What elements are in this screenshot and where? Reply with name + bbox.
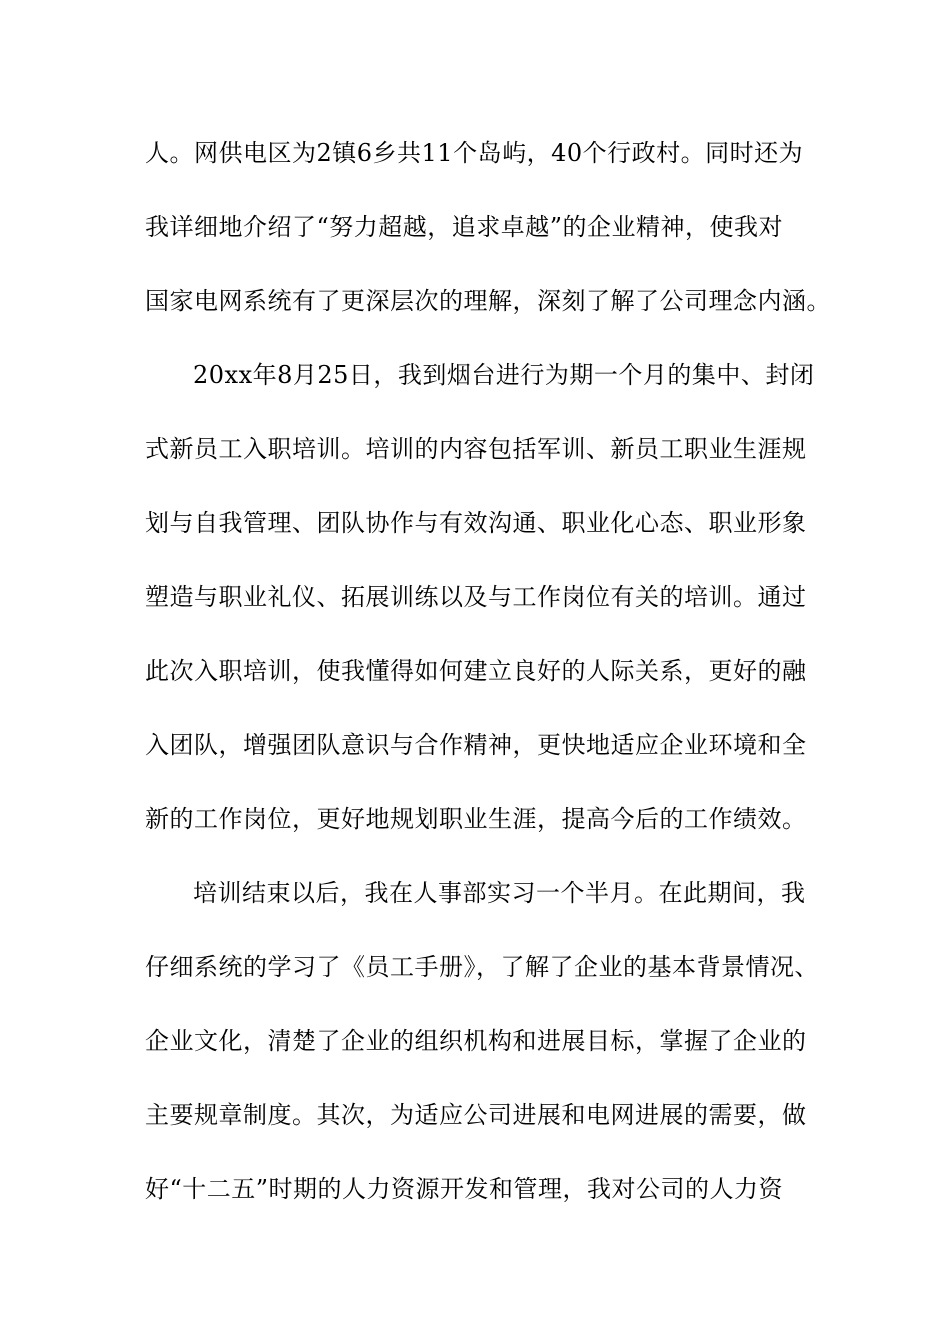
text-line-8: 此次入职培训，使我懂得如何建立良好的人际关系，更好的融 (145, 657, 807, 685)
paragraph-start-line-11: 培训结束以后，我在人事部实习一个半月。在此期间，我 (193, 879, 806, 907)
text-line-15: 好“十二五”时期的人力资源开发和管理，我对公司的人力资 (145, 1175, 784, 1203)
text-line-14: 主要规章制度。其次，为适应公司进展和电网进展的需要，做 (145, 1101, 807, 1129)
paragraph-start-line-4: 20xx年8月25日，我到烟台进行为期一个月的集中、封闭 (193, 361, 815, 389)
text-line-2: 我详细地介绍了“努力超越，追求卓越”的企业精神，使我对 (145, 213, 784, 241)
text-line-13: 企业文化，清楚了企业的组织机构和进展目标，掌握了企业的 (145, 1027, 807, 1055)
text-line-1: 人。网供电区为2镇6乡共11个岛屿，40个行政村。同时还为 (145, 139, 804, 167)
text-line-9: 入团队，增强团队意识与合作精神，更快地适应企业环境和全 (145, 731, 807, 759)
text-line-12: 仔细系统的学习了《员工手册》，了解了企业的基本背景情况、 (145, 953, 819, 981)
text-line-5: 式新员工入职培训。培训的内容包括军训、新员工职业生涯规 (145, 435, 807, 463)
text-line-6: 划与自我管理、团队协作与有效沟通、职业化心态、职业形象 (145, 509, 807, 537)
text-line-3: 国家电网系统有了更深层次的理解，深刻了解了公司理念内涵。 (145, 287, 831, 315)
text-line-7: 塑造与职业礼仪、拓展训练以及与工作岗位有关的培训。通过 (145, 583, 807, 611)
text-line-10: 新的工作岗位，更好地规划职业生涯，提高今后的工作绩效。 (145, 805, 807, 833)
